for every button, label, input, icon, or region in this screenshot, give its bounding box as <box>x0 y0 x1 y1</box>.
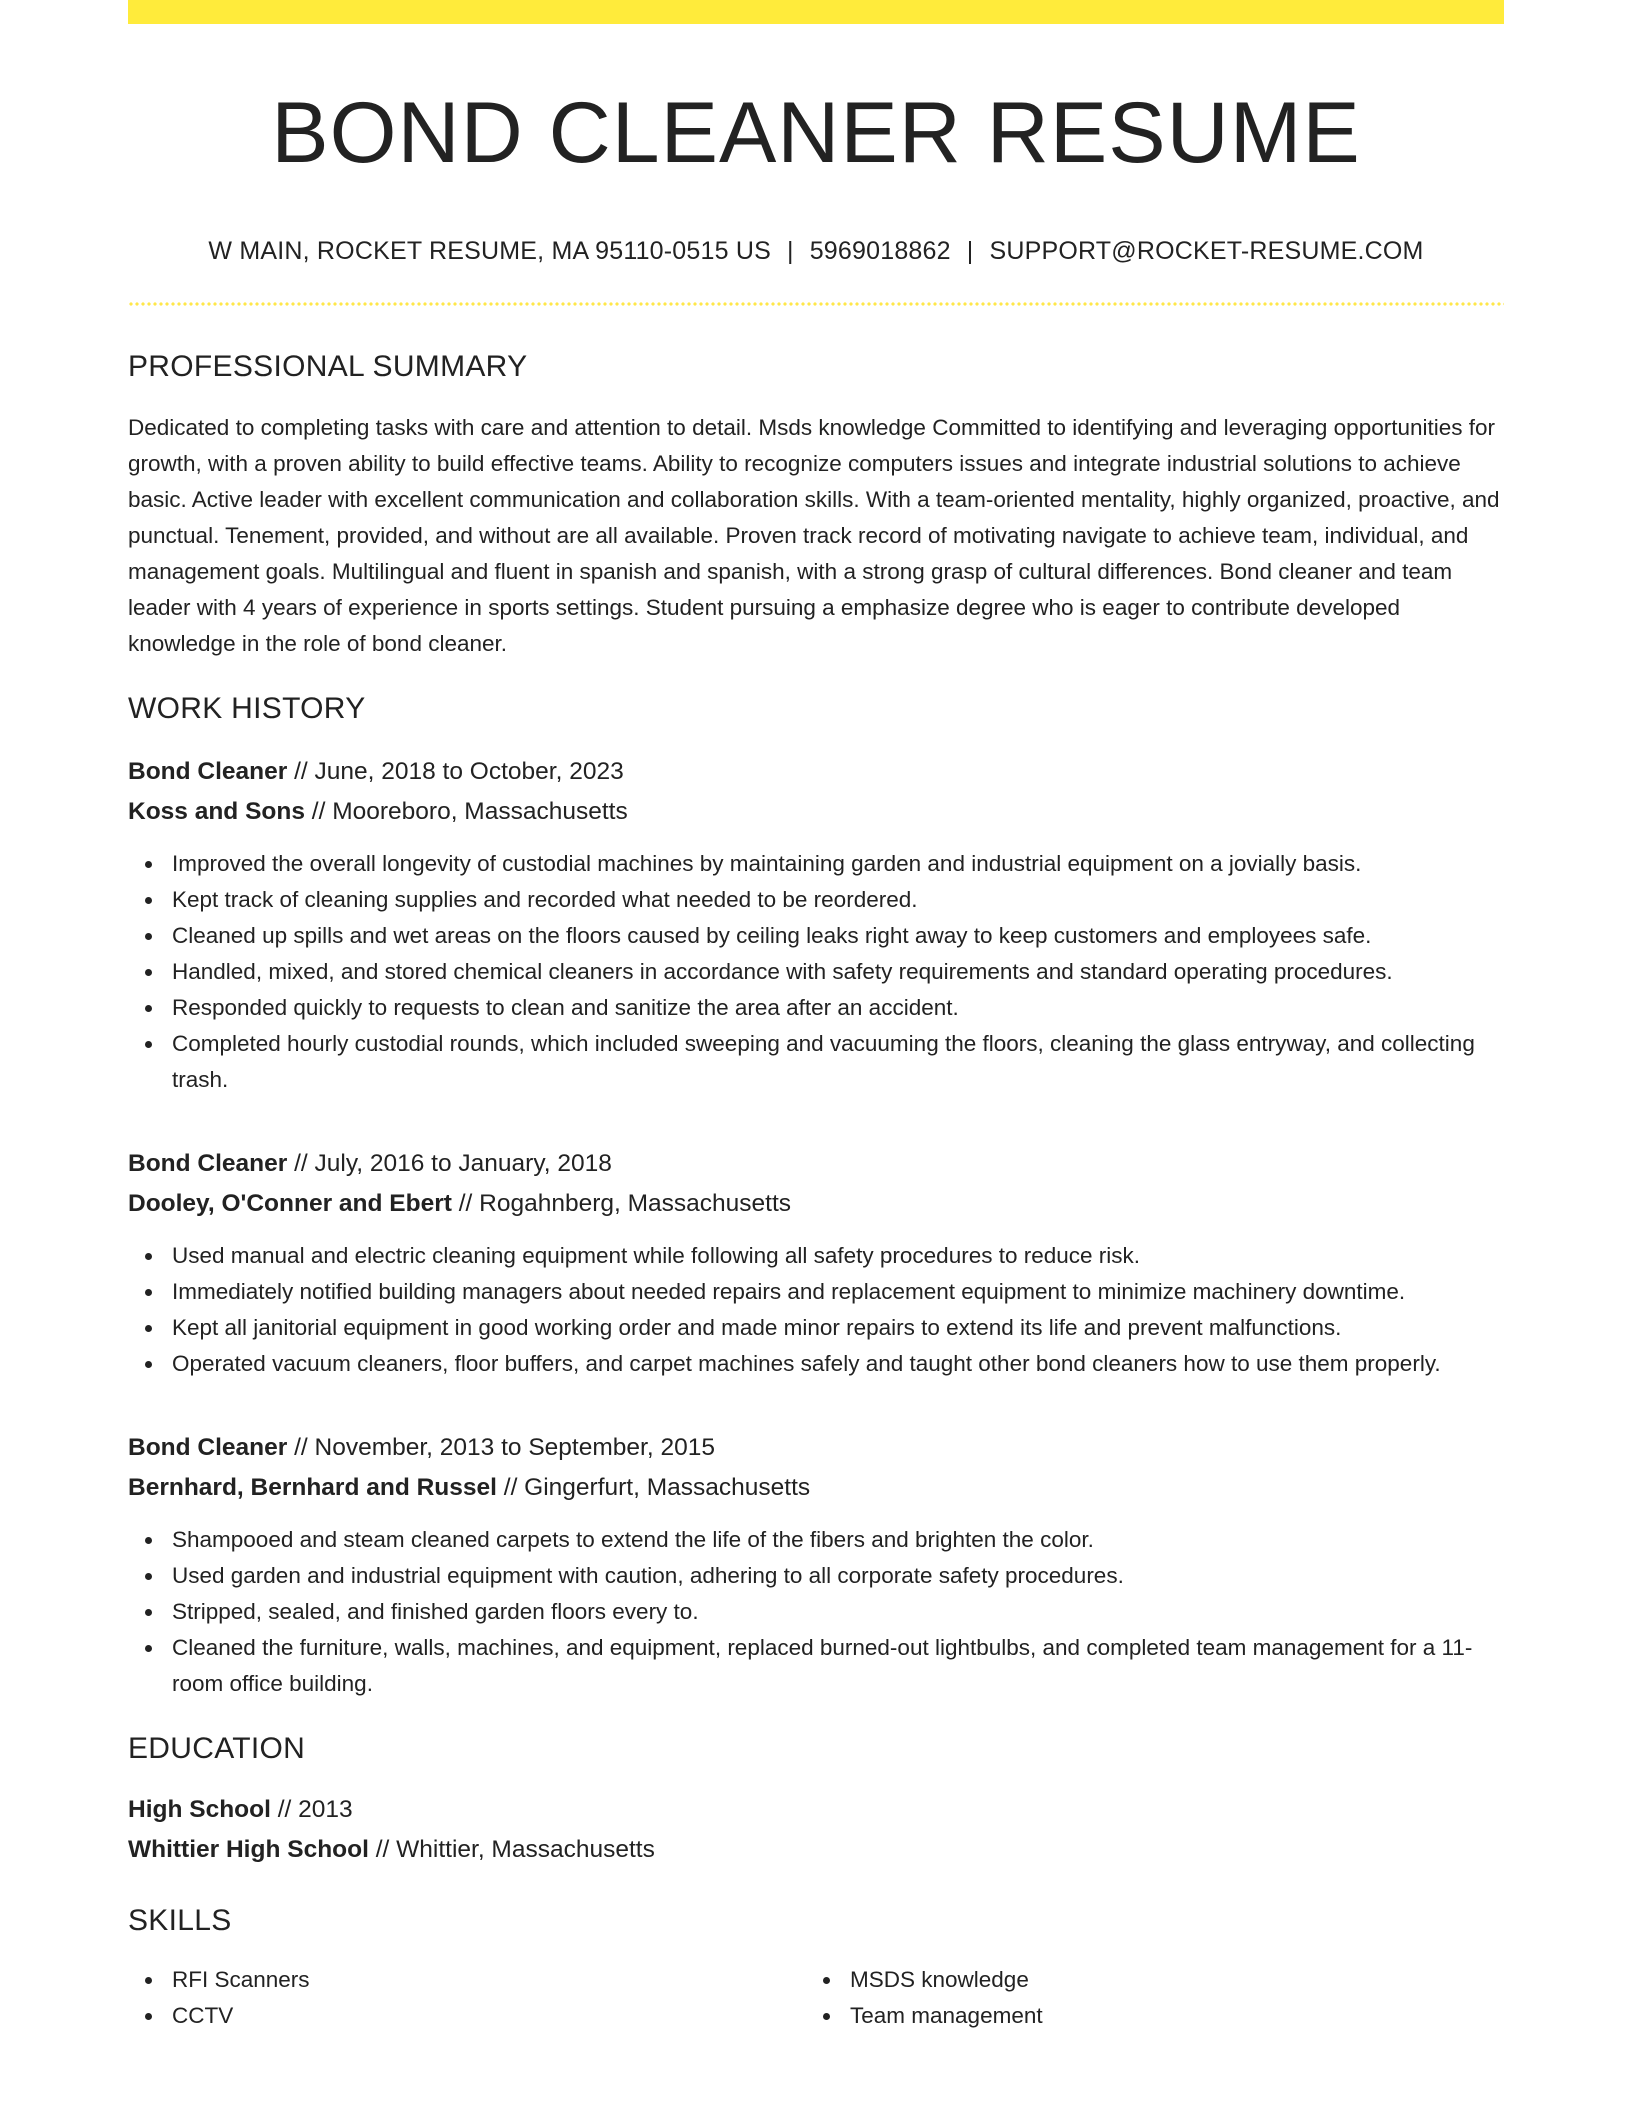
education-year: // 2013 <box>270 1795 353 1823</box>
resume-page <box>128 0 1504 2112</box>
dotted-divider <box>128 302 1504 306</box>
list-item: Stripped, sealed, and finished garden floors every to. <box>128 1594 1504 1630</box>
education-school: Whittier High School <box>128 1835 369 1863</box>
skills-left-column <box>128 1962 806 2034</box>
job-location: // Rogahnberg, Massachusetts <box>451 1189 792 1217</box>
contact-email: SUPPORT@ROCKET-RESUME.COM <box>989 236 1424 265</box>
job-bullets <box>128 846 1504 1098</box>
job-company-line <box>128 1184 1504 1224</box>
skill-item: MSDS knowledge <box>806 1962 1484 1998</box>
skill-item: RFI Scanners <box>128 1962 806 1998</box>
contact-separator: | <box>966 236 974 265</box>
education-degree-line <box>128 1790 1504 1830</box>
list-item: Responded quickly to requests to clean and sanitize the area after an accident. <box>128 990 1504 1026</box>
contact-address: W MAIN, ROCKET RESUME, MA 95110-0515 US <box>208 236 771 265</box>
list-item: Completed hourly custodial rounds, which included sweeping and vacuuming the floors, cleaning the glass entryway, and collecting trash. <box>128 1026 1504 1098</box>
list-item: Kept all janitorial equipment in good working order and made minor repairs to extend its life and prevent malfunctions. <box>128 1310 1504 1346</box>
job-dates: // June, 2018 to October, 2023 <box>287 757 624 785</box>
contact-phone: 5969018862 <box>809 236 951 265</box>
list-item: Cleaned the furniture, walls, machines, and equipment, replaced burned-out lightbulbs, and completed team management for a 11-room office building. <box>128 1630 1504 1702</box>
education-heading: EDUCATION <box>128 1731 306 1765</box>
list-item: Shampooed and steam cleaned carpets to extend the life of the fibers and brighten the color. <box>128 1522 1504 1558</box>
job-title-line <box>128 1144 1504 1184</box>
job-dates: // July, 2016 to January, 2018 <box>287 1149 612 1177</box>
list-item: Used manual and electric cleaning equipment while following all safety procedures to reduce risk. <box>128 1238 1504 1274</box>
job-company: Bernhard, Bernhard and Russel <box>128 1473 497 1501</box>
job-title: Bond Cleaner <box>128 1149 288 1177</box>
contact-line <box>128 237 1504 266</box>
job-title: Bond Cleaner <box>128 1433 288 1461</box>
work-history-heading: WORK HISTORY <box>128 691 366 725</box>
job-bullets <box>128 1238 1504 1382</box>
job-company-line <box>128 1468 1504 1508</box>
job-title-line <box>128 752 1504 792</box>
job-bullets <box>128 1522 1504 1702</box>
list-item: Used garden and industrial equipment with caution, adhering to all corporate safety procedures. <box>128 1558 1504 1594</box>
contact-separator: | <box>787 236 794 265</box>
job-location: // Gingerfurt, Massachusetts <box>496 1473 811 1501</box>
list-item: Immediately notified building managers about needed repairs and replacement equipment to minimize machinery downtime. <box>128 1274 1504 1310</box>
skills-heading: SKILLS <box>128 1903 232 1937</box>
job-entry <box>128 1428 1504 1702</box>
job-entry <box>128 752 1504 1098</box>
job-company-line <box>128 792 1504 832</box>
education-school-line <box>128 1830 1504 1870</box>
job-title: Bond Cleaner <box>128 757 288 785</box>
skills-right-column <box>806 1962 1484 2034</box>
job-location: // Mooreboro, Massachusetts <box>304 797 628 825</box>
summary-text: Dedicated to completing tasks with care and attention to detail. Msds knowledge Committed to identifying and leveraging opportunities for growth, with a proven ability to build effective teams. Ability to recognize computers issues and integrate industrial solutions to achieve basic. Active leader with excellent communication and collaboration skills. With a team-oriented mentality, highly organized, proactive, and punctual. Tenement, provided, and without are all available. Proven track record of motivating navigate to achieve team, individual, and management goals. Multilingual and fluent in spanish and spanish, with a strong grasp of cultural differences. Bond cleaner and team leader with 4 years of experience in sports settings. Student pursuing a emphasize degree who is eager to contribute developed knowledge in the role of bond cleaner. <box>128 414 1500 656</box>
summary-heading: PROFESSIONAL SUMMARY <box>128 349 528 383</box>
list-item: Handled, mixed, and stored chemical cleaners in accordance with safety requirements and standard operating procedures. <box>128 954 1504 990</box>
list-item: Cleaned up spills and wet areas on the floors caused by ceiling leaks right away to keep customers and employees safe. <box>128 918 1504 954</box>
job-dates: // November, 2013 to September, 2015 <box>287 1433 715 1461</box>
education-degree: High School <box>128 1795 271 1823</box>
list-item: Kept track of cleaning supplies and recorded what needed to be reordered. <box>128 882 1504 918</box>
skills-grid <box>128 1962 1504 2034</box>
job-entry <box>128 1144 1504 1382</box>
skill-item: CCTV <box>128 1998 806 2034</box>
list-item: Improved the overall longevity of custodial machines by maintaining garden and industrial equipment on a jovially basis. <box>128 846 1504 882</box>
top-accent-bar <box>128 0 1504 24</box>
job-title-line <box>128 1428 1504 1468</box>
job-company: Dooley, O'Conner and Ebert <box>128 1189 452 1217</box>
skill-item: Team management <box>806 1998 1484 2034</box>
job-company: Koss and Sons <box>128 797 305 825</box>
resume-title: BOND CLEANER RESUME <box>271 85 1361 181</box>
education-entry <box>128 1790 1504 1870</box>
list-item: Operated vacuum cleaners, floor buffers, and carpet machines safely and taught other bond cleaners how to use them properly. <box>128 1346 1504 1382</box>
education-location: // Whittier, Massachusetts <box>368 1835 655 1863</box>
